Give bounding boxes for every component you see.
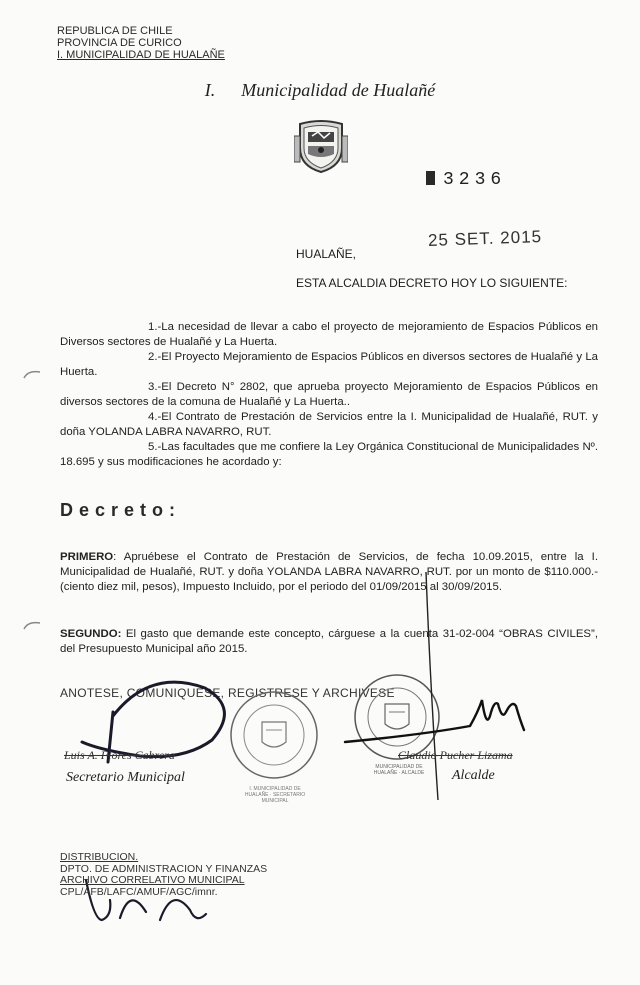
place-label: HUALAÑE, bbox=[296, 247, 357, 261]
municipality-title bbox=[0, 80, 640, 101]
municipal-crest-icon bbox=[294, 118, 348, 174]
consideration-3: 3.-El Decreto N° 2802, que aprueba proyecto Mejoramiento de Espacios Públicos en diversos sectores de la comuna de Hualañé y La Huerta.. bbox=[60, 381, 598, 408]
consideration-1: 1.-La necesidad de llevar a cabo el proyecto de mejoramiento de Espacios Públicos en Diversos sectores de Hualañé y La Huerta. bbox=[60, 321, 598, 348]
title-prefix: I. bbox=[204, 80, 216, 100]
secretary-seal-icon bbox=[231, 692, 317, 778]
closing-formula: ANOTESE, COMUNIQUESE, REGISTRESE Y ARCHIVESE bbox=[60, 686, 395, 700]
distribution-block bbox=[60, 852, 267, 898]
secretary-name: Luis A. Flores Cabrera bbox=[64, 748, 175, 762]
article-segundo bbox=[60, 627, 598, 657]
primero-label: PRIMERO bbox=[60, 551, 114, 563]
considerations-block bbox=[60, 320, 598, 470]
decree-number-value: 3236 bbox=[443, 170, 507, 190]
letterhead-republic: REPUBLICA DE CHILE bbox=[57, 25, 173, 37]
distribution-title: DISTRIBUCION. bbox=[60, 851, 139, 863]
title-name: Municipalidad de Hualañé bbox=[241, 80, 436, 100]
consideration-2: 2.-El Proyecto Mejoramiento de Espacios Públicos en diversos sectores de Hualañé y La Huerta. bbox=[60, 351, 598, 378]
letterhead bbox=[57, 25, 225, 61]
mayor-signature-stroke bbox=[345, 700, 524, 742]
decree-number bbox=[426, 170, 506, 190]
consideration-5: 5.-Las facultades que me confiere la Ley Orgánica Constitucional de Municipalidades Nº. 18.695 y sus modificaciones he acordado y: bbox=[60, 441, 598, 468]
distribution-line-2: ARCHIVO CORRELATIVO MUNICIPAL bbox=[60, 874, 245, 886]
segundo-text: El gasto que demande este concepto, cárguese a la cuenta 31-02-004 “OBRAS CIVILES”, del Presupuesto Municipal año 2015. bbox=[60, 628, 598, 655]
mayor-seal-text: MUNICIPALIDAD DE HUALAÑE · ALCALDE bbox=[373, 764, 425, 776]
letterhead-province: PROVINCIA DE CURICO bbox=[57, 37, 182, 49]
letterhead-municipality: I. MUNICIPALIDAD DE HUALAÑE bbox=[57, 49, 225, 61]
primero-text: : Apruébese el Contrato de Prestación de Servicios, de fecha 10.09.2015, entre la I. Municipalidad de Hualañé, RUT. y doña YOLANDA LABRA NAVARRO, RUT. por un monto de $110.000.- (ciento diez mil, pesos), Impuesto Incluido, por el periodo del 01/09/2015 al 30/09/2015. bbox=[60, 551, 598, 593]
date-stamp: 25 SET. 2015 bbox=[427, 227, 543, 250]
secretary-role: Secretario Municipal bbox=[66, 770, 185, 785]
decree-mark-icon bbox=[426, 171, 435, 185]
secretary-seal-text: I. MUNICIPALIDAD DE HUALAÑE · SECRETARIO MUNICIPAL bbox=[244, 786, 306, 804]
segundo-label: SEGUNDO: bbox=[60, 628, 122, 640]
distribution-line-3: CPL/AFB/LAFC/AMUF/AGC/imnr. bbox=[60, 885, 218, 898]
distribution-line-1: DPTO. DE ADMINISTRACION Y FINANZAS bbox=[60, 862, 268, 875]
decree-intro: ESTA ALCALDIA DECRETO HOY LO SIGUIENTE: bbox=[296, 276, 568, 290]
mayor-name: Claudio Pucher Lizama bbox=[398, 748, 513, 762]
decreto-heading: Decreto: bbox=[60, 500, 182, 520]
consideration-4: 4.-El Contrato de Prestación de Servicios entre la I. Municipalidad de Hualañé, RUT. y doña YOLANDA LABRA NAVARRO, RUT. bbox=[60, 411, 598, 438]
mayor-role: Alcalde bbox=[452, 768, 495, 783]
article-primero bbox=[60, 550, 598, 595]
